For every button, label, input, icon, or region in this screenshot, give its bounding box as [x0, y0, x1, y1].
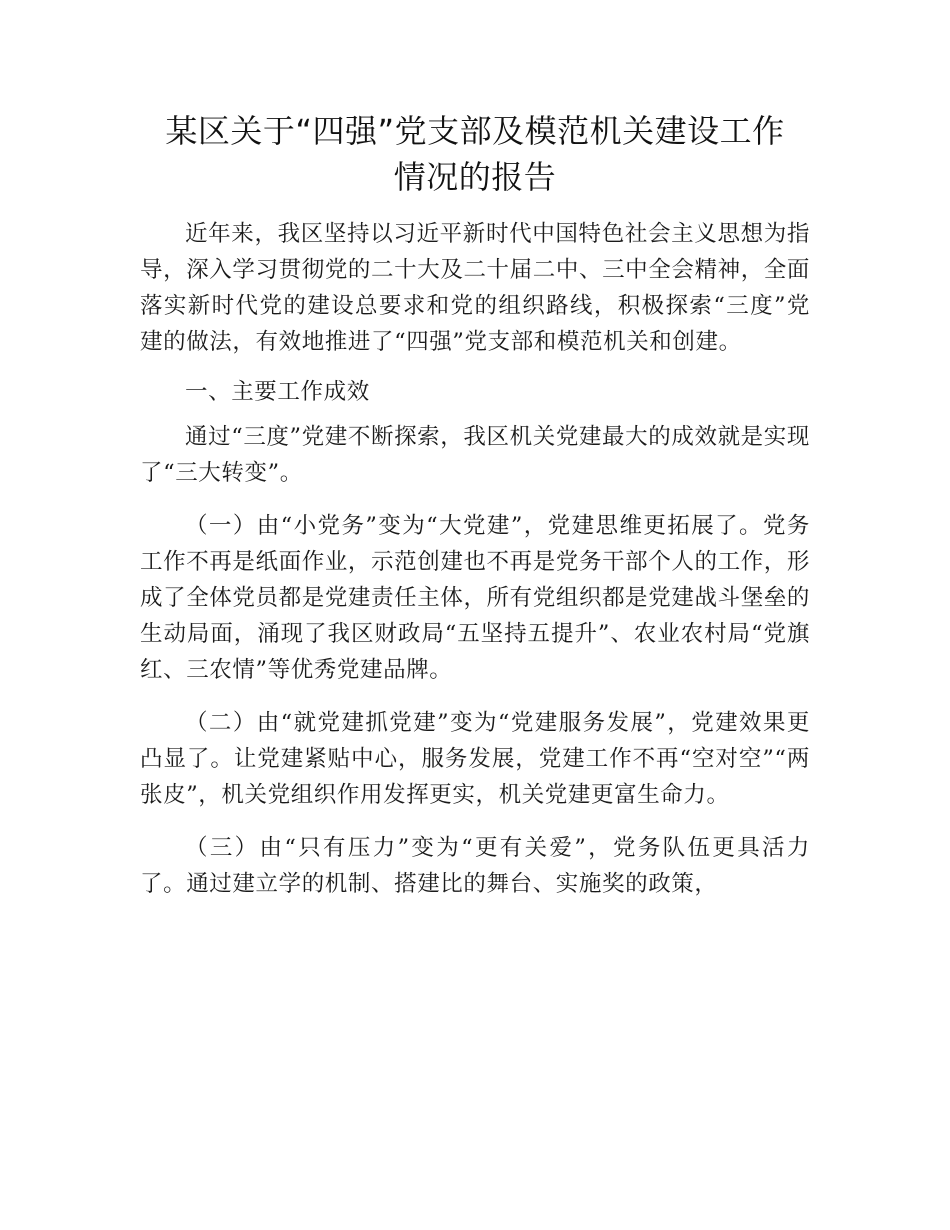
paragraph-point-3: （三）由“只有压力”变为“更有关爱”，党务队伍更具活力了。通过建立学的机制、搭建比的舞台、实施奖的政策， — [140, 835, 810, 897]
paragraph-intro: 近年来，我区坚持以习近平新时代中国特色社会主义思想为指导，深入学习贯彻党的二十大及二十届二中、三中全会精神，全面落实新时代党的建设总要求和党的组织路线，积极探索“三度”党建的做法，有效地推进了“四强”党支部和模范机关和创建。 — [140, 221, 810, 355]
title-line-2: 情况的报告 — [393, 158, 557, 196]
title-line-1: 某区关于“四强”党支部及模范机关建设工作 — [165, 112, 785, 150]
paragraph-point-1: （一）由“小党务”变为“大党建”，党建思维更拓展了。党务工作不再是纸面作业，示范创建也不再是党务干部个人的工作，形成了全体党员都是党建责任主体，所有党组织都是党建战斗堡垒的生动局面，涌现了我区财政局“五坚持五提升”、农业农村局“党旗红、三农情”等优秀党建品牌。 — [140, 513, 810, 683]
section-heading-achievements: 一、主要工作成效 — [185, 379, 370, 405]
document-title — [140, 108, 810, 200]
paragraph-point-2: （二）由“就党建抓党建”变为“党建服务发展”，党建效果更凸显了。让党建紧贴中心，服务发展，党建工作不再“空对空”“两张皮”，机关党组织作用发挥更实，机关党建更富生命力。 — [140, 710, 810, 808]
document-page — [140, 108, 810, 902]
paragraph-summary: 通过“三度”党建不断探索，我区机关党建最大的成效就是实现了“三大转变”。 — [140, 424, 810, 486]
document-body — [140, 216, 810, 902]
